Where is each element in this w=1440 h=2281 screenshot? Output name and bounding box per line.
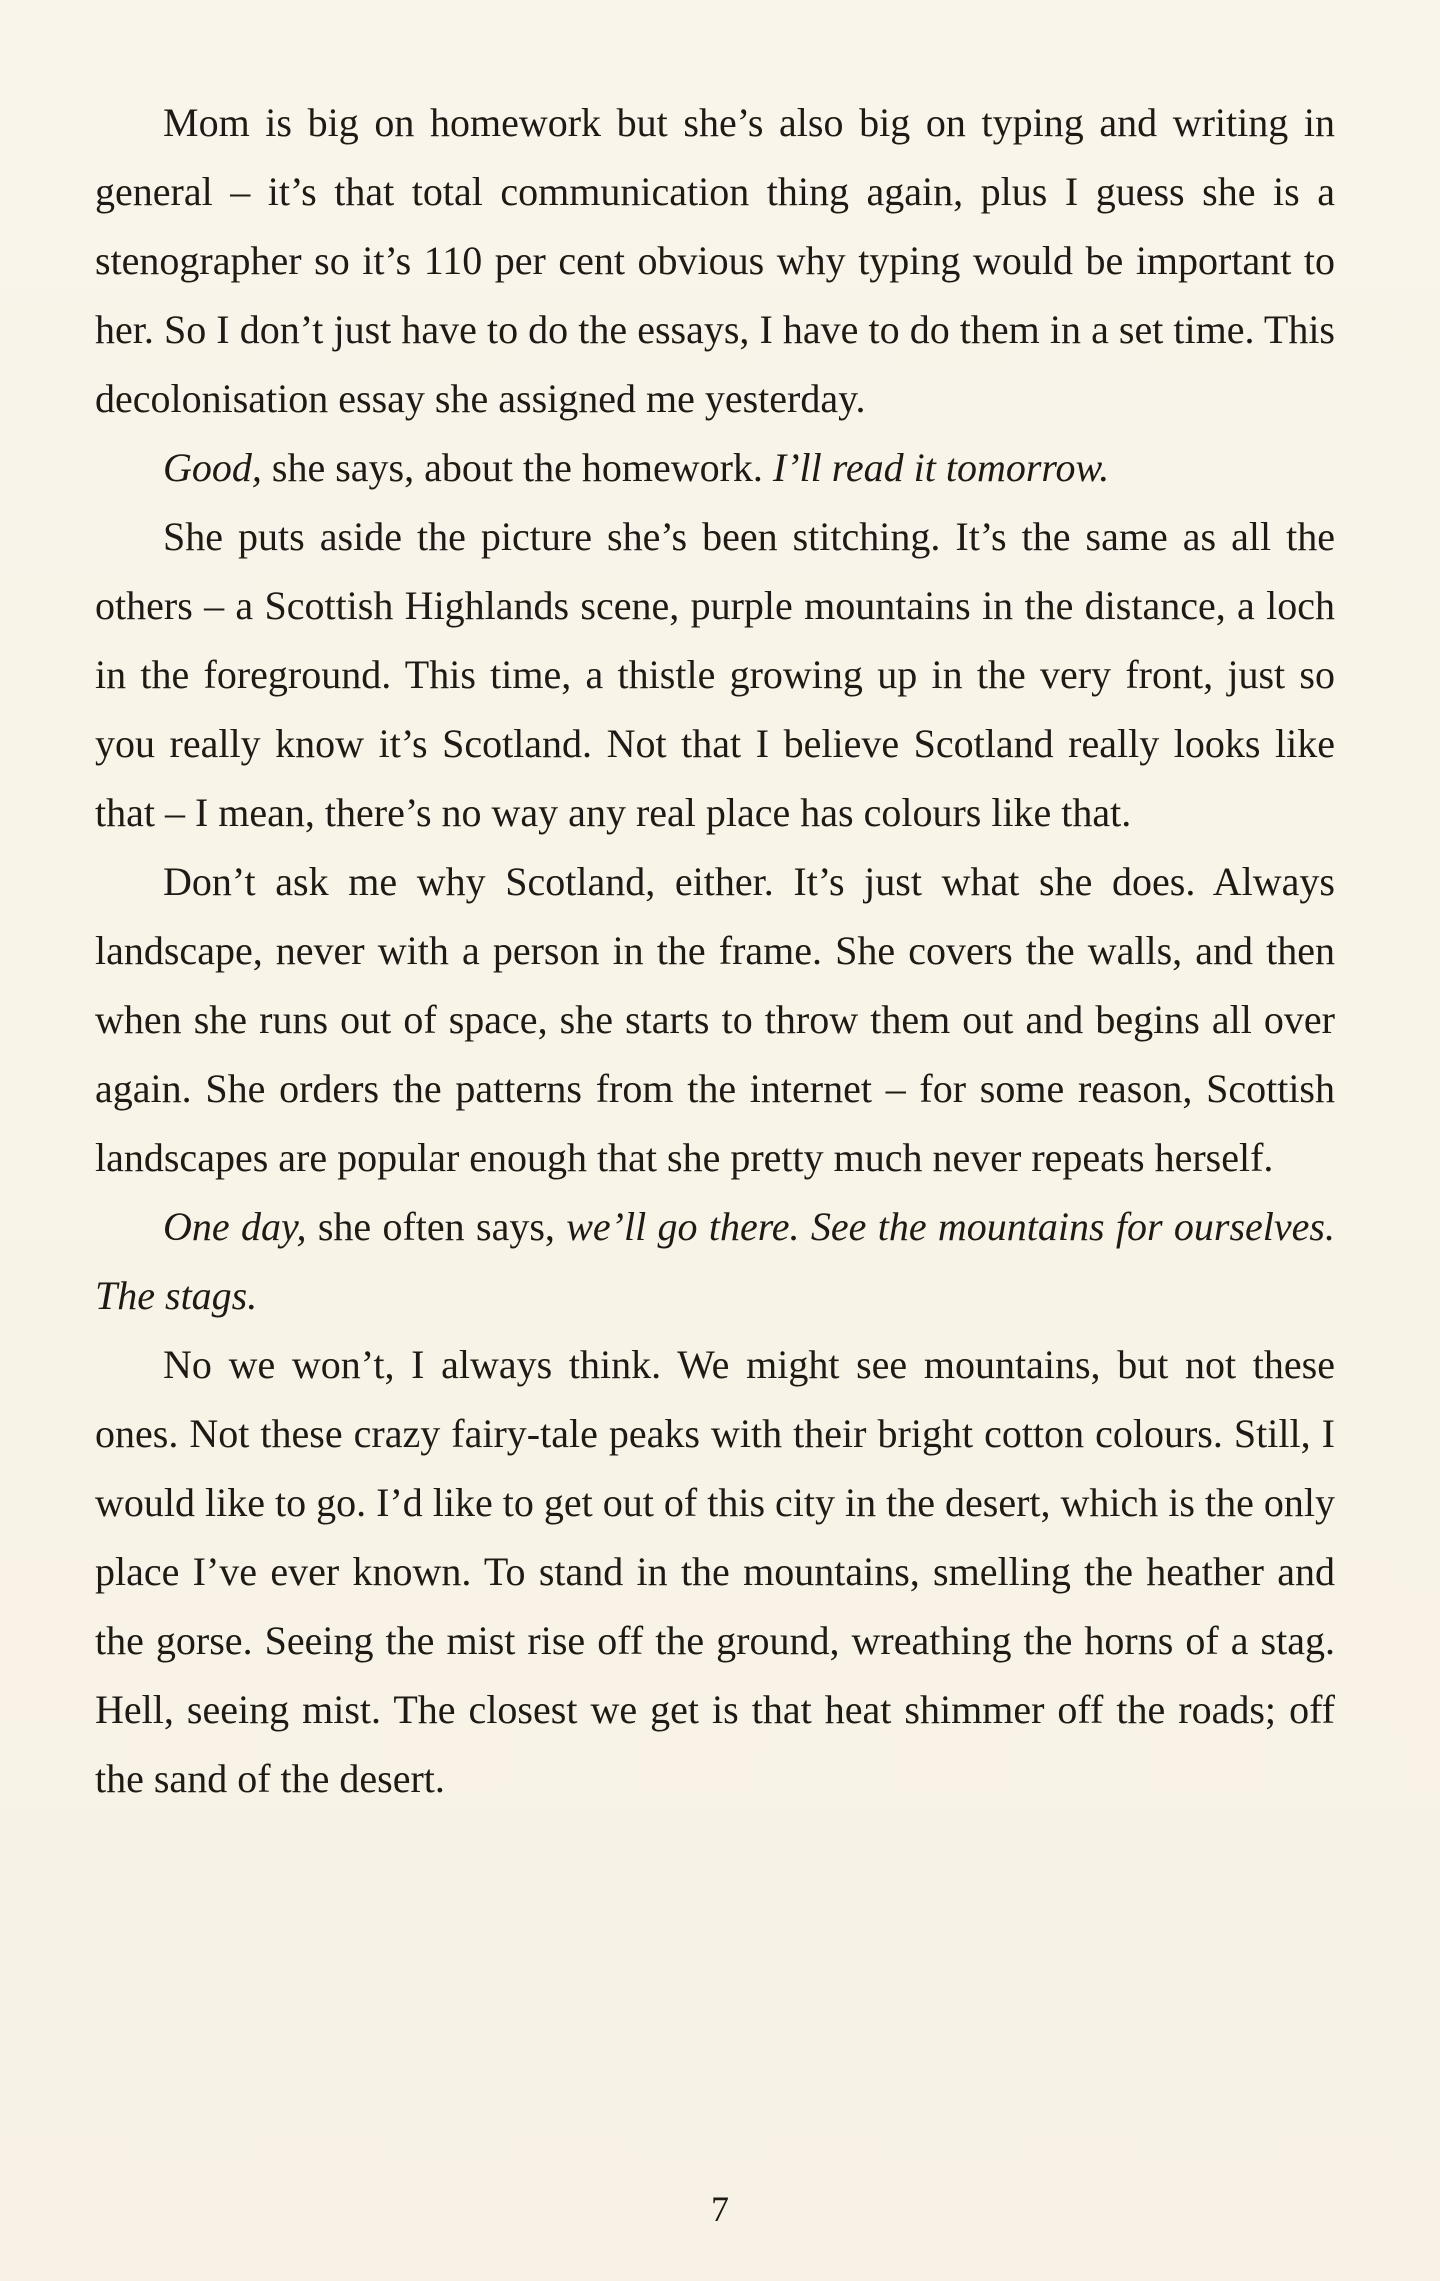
page-number: 7 (711, 2189, 729, 2229)
paragraph-2-italic-good: Good, (163, 445, 262, 490)
paragraph-5-segment-2: she often says, (306, 1204, 567, 1249)
paragraph-2-segment-2: she says, about the homework. (261, 445, 773, 490)
paragraph-5-italic-go-there: we’ll go there. See the mountains for ourselves. The stags. (95, 1204, 1335, 1318)
paragraph-6-segment-1: No we won’t, I always think. We might see mountains, but not these ones. Not these crazy fairy-tale peaks with their bright cotton colours. Still, I would like to go. I’d like to get out of this city in the desert, which is the only place I’ve ever known. To stand in the mountains, smelling the heather and the gorse. Seeing the mist rise off the ground, wreathing the horns of a stag. Hell, seeing mist. The closest we get is that heat shimmer off the roads; off the sand of the desert. (95, 1342, 1335, 1801)
paragraph-4 (95, 847, 1335, 1192)
paragraph-3 (95, 502, 1335, 847)
paragraph-6 (95, 1330, 1335, 1813)
body-text (95, 88, 1335, 1813)
paragraph-2-italic-read: I’ll read it tomorrow. (772, 445, 1110, 490)
paragraph-5 (95, 1192, 1335, 1330)
paragraph-2 (95, 433, 1335, 502)
paragraph-5-italic-one-day: One day, (163, 1204, 307, 1249)
paragraph-3-segment-1: She puts aside the picture she’s been stitching. It’s the same as all the others – a Scottish Highlands scene, purple mountains in the distance, a loch in the foreground. This time, a thistle growing up in the very front, just so you really know it’s Scotland. Not that I believe Scotland really looks like that – I mean, there’s no way any real place has colours like that. (95, 514, 1335, 835)
paragraph-1 (95, 88, 1335, 433)
paragraph-1-segment-1: Mom is big on homework but she’s also big on typing and writing in general – it’s that total communication thing again, plus I guess she is a stenographer so it’s 110 per cent obvious why typing would be important to her. So I don’t just have to do the essays, I have to do them in a set time. This decolonisation essay she assigned me yesterday. (95, 100, 1335, 421)
paragraph-4-segment-1: Don’t ask me why Scotland, either. It’s just what she does. Always landscape, never with a person in the frame. She covers the walls, and then when she runs out of space, she starts to throw them out and begins all over again. She orders the patterns from the internet – for some reason, Scottish landscapes are popular enough that she pretty much never repeats herself. (95, 859, 1335, 1180)
